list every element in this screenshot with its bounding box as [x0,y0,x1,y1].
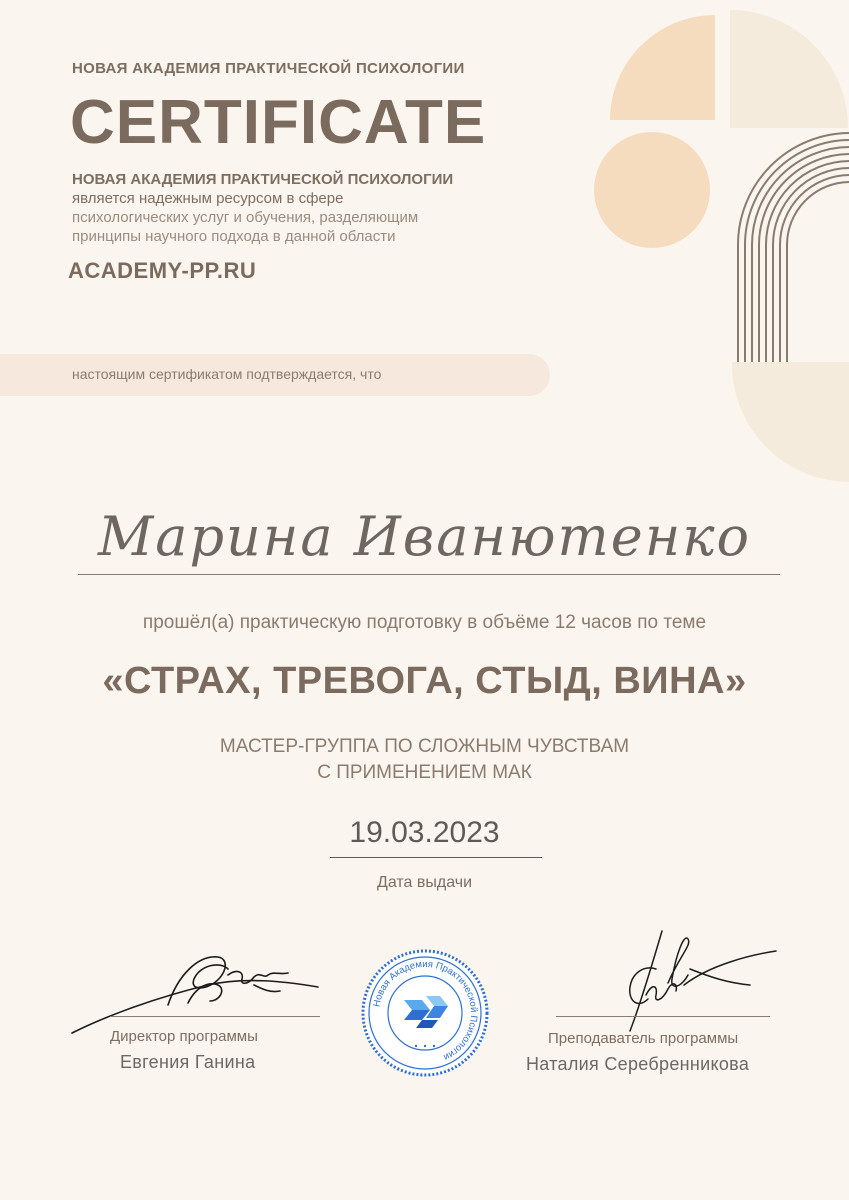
signature-right-icon [560,925,790,1035]
issue-date: 19.03.2023 [349,816,500,849]
left-signer-role: Директор программы [110,1028,258,1045]
organization-description [72,170,532,246]
certificate-title: CERTIFICATE [70,88,487,157]
completion-text: прошёл(а) практическую подготовку в объёме 12 часов по теме [142,612,707,633]
right-signer-role: Преподаватель программы [548,1030,739,1047]
description-line: НОВАЯ АКАДЕМИЯ ПРАКТИЧЕСКОЙ ПСИХОЛОГИИ [72,171,454,188]
description-line: принципы научного подхода в данной области [72,228,396,245]
recipient-name: Марина Иванютенко [97,505,752,568]
subtitle-line: С ПРИМЕНЕНИЕМ МАК [317,762,532,783]
description-line: является надежным ресурсом в сфере [72,190,344,207]
signature-line-right [556,1016,770,1017]
name-underline [78,574,780,575]
academy-seal-icon [360,948,490,1078]
issue-date-label: Дата выдачи [376,874,473,891]
organization-name: НОВАЯ АКАДЕМИЯ ПРАКТИЧЕСКОЙ ПСИХОЛОГИИ [72,60,465,77]
subtitle-line: МАСТЕР-ГРУППА ПО СЛОЖНЫМ ЧУВСТВАМ [219,736,630,757]
course-topic: «СТРАХ, ТРЕВОГА, СТЫД, ВИНА» [102,660,747,702]
description-line: психологических услуг и обучения, разделяющим [72,209,419,226]
seal-ring-text: Новая Академия Практической Психологии [371,958,480,1063]
website-link: ACADEMY-PP.RU [68,258,257,283]
course-subtitle [0,734,849,786]
decorative-shapes [590,0,849,490]
right-signer-name: Наталия Серебренникова [526,1054,750,1074]
signature-line-left [110,1016,320,1017]
confirmation-text: настоящим сертификатом подтверждается, что [72,366,382,382]
signature-left-icon [68,945,328,1037]
left-signer-name: Евгения Ганина [120,1052,256,1072]
date-underline [330,857,542,858]
